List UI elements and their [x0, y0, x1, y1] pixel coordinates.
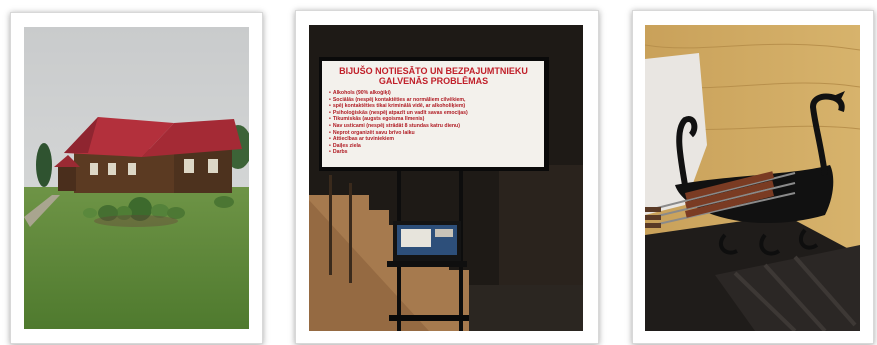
house-photo	[24, 27, 249, 329]
presentation-photo	[309, 25, 583, 331]
house-illustration	[24, 27, 249, 329]
photo-card-house	[10, 12, 263, 344]
slide-title-line-2: GALVENĀS PROBLĒMAS	[378, 76, 489, 86]
slide-bullet: • Neprot organizēt savu brīvo laiku	[329, 130, 538, 137]
slide-bullet: • Darbs	[329, 149, 538, 156]
slide-bullet-list	[329, 90, 538, 156]
slide-bullet: • Daiļes ziela	[329, 143, 538, 150]
presentation-slide	[322, 61, 544, 167]
slide-bullet: • Attiecības ar tuviniekiem	[329, 136, 538, 143]
photo-card-grill	[632, 10, 874, 344]
slide-title	[329, 66, 538, 86]
slide-title-line-1: BIJUŠO NOTIESĀTO UN BEZPAJUMTNIEKU	[339, 66, 528, 76]
grill-illustration	[645, 25, 860, 331]
slide-bullet: • Nav usticami (nespēj strādāt 8 stundas katru dienu)	[329, 123, 538, 130]
slide-bullet: • Sociālās (nespēj kontaktēties ar normāliem cilvēkiem,	[329, 97, 538, 104]
slide-bullet: • spēj kontaktēties tikai kriminālā vidē, ar alkoholiķiem)	[329, 103, 538, 110]
photo-card-presentation	[295, 10, 599, 344]
slide-bullet: • Tikumiskās (augsts egoisma līmenis)	[329, 116, 538, 123]
slide-bullet: • Psiholoģiskās (nespēj atpazīt un vadīt savas emocijas)	[329, 110, 538, 117]
grill-photo	[645, 25, 860, 331]
slide-bullet: • Alkohols (90% alkoģiķi)	[329, 90, 538, 97]
